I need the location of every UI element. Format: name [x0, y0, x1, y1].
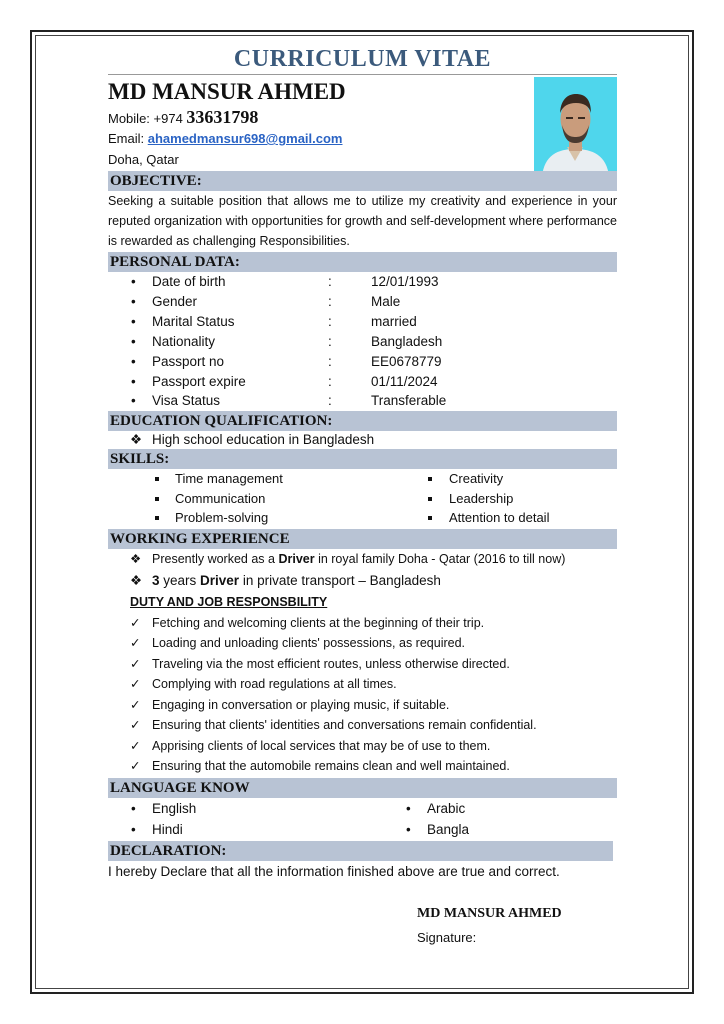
duty-item: ✓ Ensuring that clients' identities and conversations remain confidential.	[130, 718, 537, 732]
duty-item: ✓ Traveling via the most efficient routes, unless otherwise directed.	[130, 656, 510, 671]
section-personal-data: PERSONAL DATA:	[108, 252, 617, 272]
email-link[interactable]: ahamedmansur698@gmail.com	[147, 131, 343, 146]
personal-data-list	[108, 272, 617, 410]
personal-row: • Nationality : Bangladesh	[131, 334, 443, 349]
language-row: • Hindi • Bangla	[131, 821, 470, 837]
experience-item: ❖ 3 years Driver in private transport – Bangladesh	[130, 572, 441, 588]
section-objective: OBJECTIVE:	[108, 171, 617, 191]
personal-row: • Passport expire : 01/11/2024	[131, 374, 438, 389]
objective-text: Seeking a suitable position that allows me to utilize my creativity and experience in your reputed organization with opportunities for growth and self-development where performance is rewarded as challenging Responsibilities.	[108, 194, 617, 248]
language-row: • English • Arabic	[131, 800, 466, 816]
experience-item: ❖ Presently worked as a Driver in royal family Doha - Qatar (2016 to till now)	[130, 551, 566, 566]
section-skills: SKILLS:	[108, 449, 617, 469]
duty-item: ✓ Loading and unloading clients' possessions, as required.	[130, 636, 466, 650]
candidate-name: MD MANSUR AHMED	[108, 74, 617, 106]
duty-item: ✓ Engaging in conversation or playing music, if suitable.	[130, 697, 450, 712]
personal-row: • Marital Status : married	[131, 314, 417, 329]
skill-row: Communication Leadership	[108, 489, 617, 509]
section-language: LANGUAGE KNOW	[108, 778, 617, 798]
personal-row: • Gender : Male	[131, 294, 401, 309]
email-label: Email:	[108, 131, 148, 146]
personal-row: • Date of birth : 12/01/1993	[131, 274, 439, 289]
signature-label: Signature:	[417, 930, 477, 945]
personal-row: • Visa Status : Transferable	[131, 393, 447, 408]
duty-heading: DUTY AND JOB RESPONSBILITY	[130, 594, 328, 609]
mobile-line	[108, 106, 617, 128]
section-working-experience: WORKING EXPERIENCE	[108, 529, 617, 549]
duty-item: ✓ Apprising clients of local services that may be of use to them.	[130, 738, 491, 753]
mobile-number: 33631798	[186, 107, 259, 127]
location-line: Doha, Qatar	[108, 152, 179, 167]
document-title: CURRICULUM VITAE	[233, 46, 492, 72]
duty-item: ✓ Fetching and welcoming clients at the beginning of their trip.	[130, 615, 485, 630]
duty-list	[108, 613, 617, 777]
skill-row: Time management Creativity	[108, 469, 617, 489]
personal-row: • Passport no : EE0678779	[131, 354, 442, 369]
duty-item: ✓ Ensuring that the automobile remains clean and well maintained.	[130, 759, 510, 773]
skills-list	[108, 469, 617, 528]
section-declaration: DECLARATION:	[108, 841, 613, 861]
language-list	[108, 798, 617, 840]
declaration-text: I hereby Declare that all the information finished above are true and correct.	[108, 863, 560, 879]
mobile-label: Mobile: +974	[108, 111, 187, 126]
duty-item: ✓ Complying with road regulations at all times.	[130, 677, 397, 691]
cv-content	[108, 44, 617, 882]
signature-name: MD MANSUR AHMED	[417, 906, 562, 921]
education-item: ❖ High school education in Bangladesh	[130, 432, 375, 447]
skill-row: Problem-solving Attention to detail	[108, 508, 617, 528]
section-education: EDUCATION QUALIFICATION:	[108, 411, 617, 431]
email-line	[108, 128, 617, 149]
